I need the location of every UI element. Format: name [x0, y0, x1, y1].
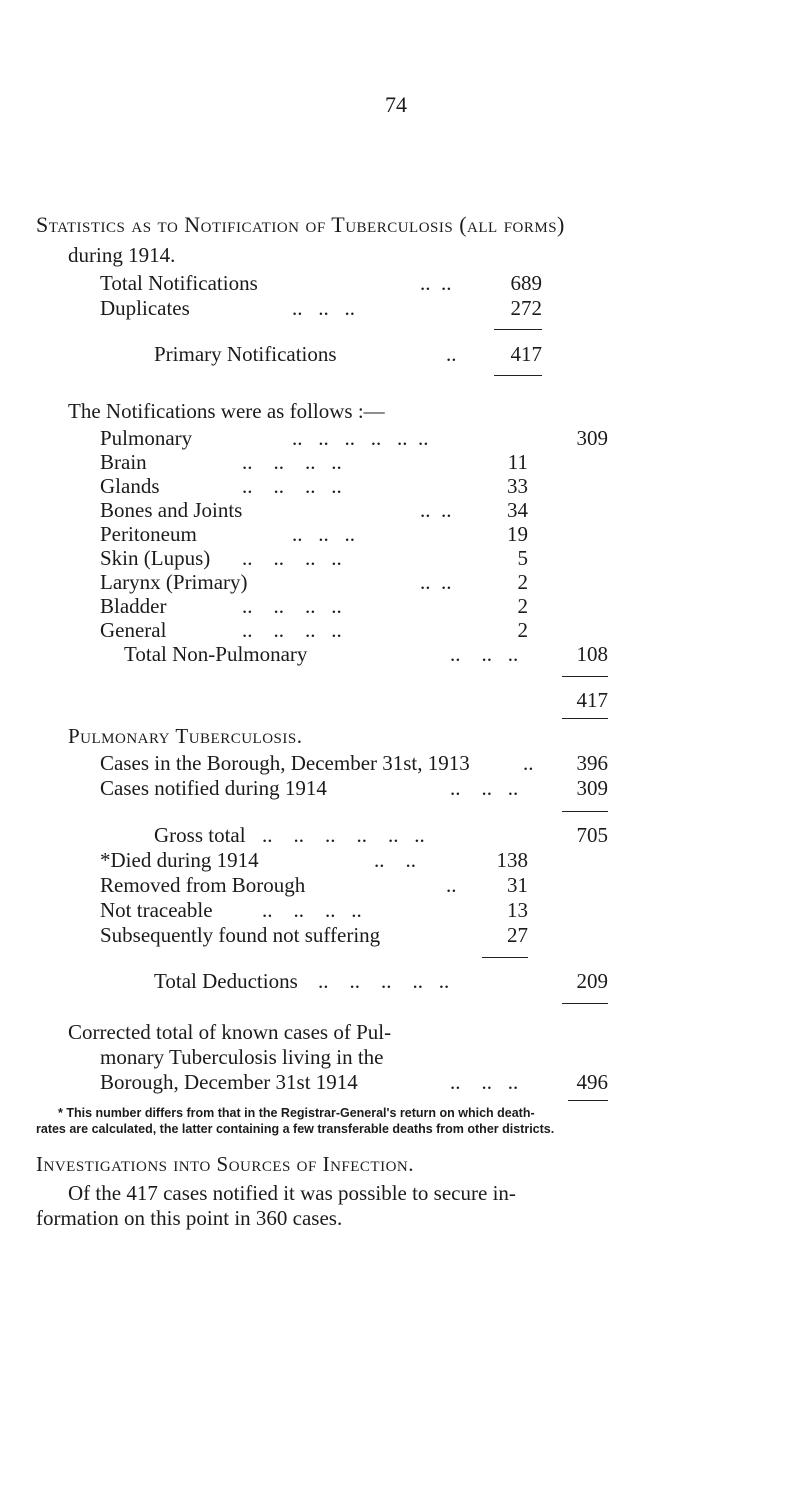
pulmonary-value: 309	[576, 426, 608, 450]
deduction-value: 138	[496, 848, 528, 872]
pulmonary-label: Pulmonary	[100, 426, 193, 450]
sum-rule	[494, 329, 542, 330]
footnote-line: rates are calculated, the latter containing a few transferable deaths from other districts.	[36, 1122, 555, 1136]
leader-dots: .. .. ..	[450, 776, 519, 800]
total-notifications-label: Total Notifications	[100, 271, 258, 295]
leader-dots: .. .. .. ..	[242, 618, 342, 642]
np-label: Larynx (Primary)	[100, 570, 248, 594]
deduction-label: Removed from Borough	[100, 873, 306, 897]
np-label: Peritoneum	[100, 522, 197, 546]
np-value: 2	[517, 618, 528, 642]
leader-dots: .. .. ..	[292, 522, 355, 546]
total-non-pulmonary-label: Total Non-Pulmonary	[124, 642, 308, 666]
deduction-value: 13	[507, 898, 528, 922]
page-number: 74	[385, 92, 407, 117]
deduction-value: 31	[507, 873, 528, 897]
np-value: 11	[507, 450, 528, 474]
np-label: Bones and Joints	[100, 498, 243, 522]
investigations-title: Investigations into Sources of Infection.	[36, 1152, 414, 1176]
follows-intro: The Notifications were as follows :—	[68, 399, 385, 423]
sum-rule	[568, 1100, 608, 1101]
total-deductions-label: Total Deductions	[154, 969, 298, 993]
leader-dots: .. ..	[420, 498, 452, 522]
duplicates-label: Duplicates	[100, 296, 190, 320]
leader-dots: .. .. .. ..	[262, 898, 362, 922]
sum-rule	[562, 1003, 608, 1004]
np-value: 33	[507, 474, 528, 498]
deduction-label: *Died during 1914	[100, 848, 259, 872]
deduction-label: Subsequently found not suffering	[100, 923, 381, 947]
section-heading: Statistics as to Notification of Tuberculosis (all forms)	[36, 212, 565, 237]
total-notifications-value: 689	[510, 271, 542, 295]
gross-total-label: Gross total	[154, 823, 246, 847]
investigations-text: formation on this point in 360 cases.	[36, 1206, 343, 1230]
sum-rule	[482, 957, 528, 958]
np-value: 19	[507, 522, 528, 546]
sum-rule	[494, 375, 542, 376]
footnote-line: * This number differs from that in the Registrar-General's return on which death-	[58, 1106, 535, 1120]
primary-notifications-value: 417	[510, 342, 542, 366]
grand-total-value: 417	[576, 688, 608, 712]
leader-dots: .. .. .. .. .. ..	[262, 823, 425, 847]
leader-dots: ..	[446, 873, 457, 897]
np-label: Brain	[100, 450, 147, 474]
deduction-value: 27	[507, 923, 528, 947]
section-heading-cont: during 1914.	[68, 243, 176, 267]
sum-rule	[562, 811, 608, 812]
sum-rule	[562, 676, 608, 677]
gross-total-value: 705	[576, 823, 608, 847]
cases-1913-value: 396	[576, 751, 608, 775]
np-label: Bladder	[100, 594, 167, 618]
duplicates-value: 272	[510, 296, 542, 320]
np-value: 34	[507, 498, 528, 522]
corrected-total-line: Borough, December 31st 1914	[100, 1070, 358, 1094]
corrected-total-value: 496	[576, 1070, 608, 1094]
leader-dots: .. .. .. .. .. ..	[292, 426, 429, 450]
deduction-label: Not traceable	[100, 898, 213, 922]
investigations-text: Of the 417 cases notified it was possible to secure in-	[68, 1181, 516, 1205]
leader-dots: .. ..	[420, 271, 452, 295]
leader-dots: .. ..	[420, 570, 452, 594]
leader-dots: .. .. .. ..	[242, 546, 342, 570]
np-value: 2	[517, 570, 528, 594]
np-value: 2	[517, 594, 528, 618]
total-deductions-value: 209	[576, 969, 608, 993]
np-label: Skin (Lupus)	[100, 546, 211, 570]
leader-dots: .. ..	[374, 848, 416, 872]
leader-dots: .. .. .. ..	[242, 450, 342, 474]
leader-dots: .. .. ..	[450, 1070, 519, 1094]
sum-rule	[562, 718, 608, 719]
leader-dots: .. .. ..	[292, 296, 355, 320]
np-label: Glands	[100, 474, 160, 498]
np-value: 5	[517, 546, 528, 570]
leader-dots: ..	[446, 342, 457, 366]
total-non-pulmonary-value: 108	[576, 642, 608, 666]
leader-dots: .. .. ..	[450, 642, 519, 666]
primary-notifications-label: Primary Notifications	[154, 342, 337, 366]
cases-notified-value: 309	[576, 776, 608, 800]
pulmonary-section-title: Pulmonary Tuberculosis.	[68, 724, 303, 748]
leader-dots: .. .. .. ..	[242, 474, 342, 498]
corrected-total-line: monary Tuberculosis living in the	[100, 1045, 384, 1069]
np-label: General	[100, 618, 167, 642]
cases-1913-label: Cases in the Borough, December 31st, 1913	[100, 751, 470, 775]
cases-notified-label: Cases notified during 1914	[100, 776, 327, 800]
leader-dots: .. .. .. .. ..	[318, 969, 450, 993]
leader-dots: .. .. .. ..	[242, 594, 342, 618]
leader-dots: ..	[523, 751, 534, 775]
corrected-total-line: Corrected total of known cases of Pul-	[68, 1020, 392, 1044]
